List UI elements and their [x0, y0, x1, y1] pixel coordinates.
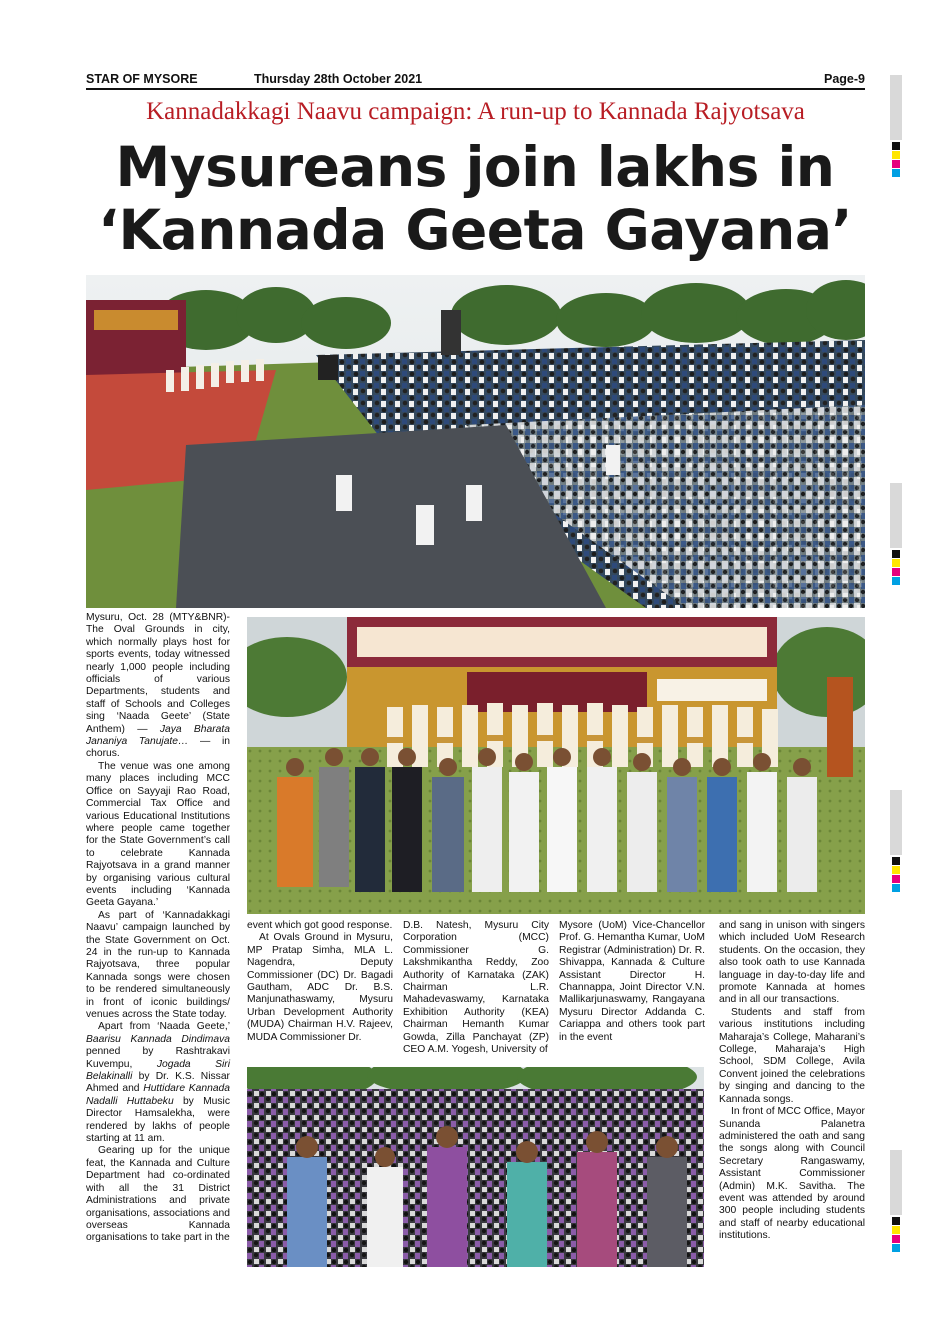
page-number: Page-9: [824, 72, 865, 86]
paragraph-4: Apart from ‘Naada Geete,’ Baarisu Kannada Dindimava penned by Rashtrakavi Kuvempu, Jogada Siri Belakinalli by Dr. K.S. Nissar Ahmed and Huttidare Kannada Nadalli Huttabeku by Music Director Hamsalekha, were rendered by lakhs of people starting at 11 am.: [86, 1021, 230, 1145]
reg-cyan-swatch: [892, 1244, 900, 1252]
paragraph-6: event which got good response.: [247, 920, 393, 931]
headline: [60, 136, 890, 262]
reg-black-swatch: [892, 1217, 900, 1225]
issue-date: Thursday 28th October 2021: [254, 72, 423, 86]
newspaper-name: STAR OF MYSORE: [86, 72, 198, 86]
reg-yellow-swatch: [892, 1226, 900, 1234]
headline-line-2: ‘Kannada Geeta Gayana’: [98, 198, 852, 262]
paragraph-9: Mysore (UoM) Vice-Chancellor Prof. G. Hemantha Kumar, UoM Registrar (Administration) Dr. R. Shivappa, Kannada & Culture Assistant Director H. Channappa, Joint Director V.N. Mallikarjunaswamy, Rangayana Mysuru Director Addanda C. Cariappa and others took part in the event: [559, 920, 705, 1043]
photo-officials-singing: [247, 617, 865, 914]
article-column-3: [403, 920, 549, 1056]
reg-black-swatch: [892, 857, 900, 865]
headline-line-1: Mysureans join lakhs in: [115, 135, 835, 199]
color-registration-marks: [892, 857, 900, 893]
reg-black-swatch: [892, 142, 900, 150]
reg-magenta-swatch: [892, 160, 900, 168]
paragraph-3: As part of ‘Kannadakkagi Naavu’ campaign launched by the State Government on Oct. 24 in the run-up to Kannada Rajyotsava, three popular Kannada songs were chosen to be rendered simultaneously in front of iconic buildings/ venues across the State today.: [86, 909, 230, 1020]
paragraph-2: The venue was one among many places including MCC Office on Sayyaji Rao Road, Commercial Tax Office and various Educational Institutions where people came together for the State Government’s call to celebrate Kannada Rajyotsava in a grand manner by organising various cultural events including ‘Kannada Geeta Gayana.’: [86, 760, 230, 909]
article-column-4: [559, 920, 705, 1044]
article-column-2: [247, 920, 393, 1044]
paragraph-8: D.B. Natesh, Mysuru City Corporation (MCC) Commissioner G. Lakshmikantha Reddy, Zoo Authority of Karnataka (ZAK) Chairman L.R. Mahadevaswamy, Karnataka Exhibition Authority (KEA) Chairman Hemanth Kumar Gowda, Zilla Panchayat (ZP) CEO A.M. Yogesh, University of: [403, 920, 549, 1056]
reg-cyan-swatch: [892, 884, 900, 892]
margin-grey-bar: [890, 75, 902, 140]
page-header: [86, 70, 865, 88]
paragraph-10: and sang in unison with singers which included UoM Research students. On the occasion, they also took oath to use Kannada language in day-to-day life and promote Kannada at homes and in all our transactions.: [719, 920, 865, 1006]
kicker: Kannadakkagi Naavu campaign: A run-up to Kannada Rajyotsava: [146, 98, 805, 125]
article-column-1: [86, 612, 230, 1245]
color-registration-marks: [892, 550, 900, 586]
reg-black-swatch: [892, 550, 900, 558]
paragraph-1: Mysuru, Oct. 28 (MTY&BNR)- The Oval Grounds in city, which normally plays host for sports events, today witnessed nearly 1,000 people including officials of various Departments, students and staff of Schools and Colleges sing ‘Naada Geete’ (State Anthem) — Jaya Bharata Jananiya Tanujate… — in chorus.: [86, 612, 230, 760]
photo-students-dancing: [247, 1067, 704, 1267]
paragraph-12: In front of MCC Office, Mayor Sunanda Palanetra administered the oath and sang the songs along with Council Secretary Rangaswamy, Assistant Commissioner (Admin) M.K. Savitha. The event was attended by around 300 people including students and staff of nearby educational institutions.: [719, 1106, 865, 1242]
color-registration-marks: [892, 142, 900, 178]
margin-grey-bar: [890, 483, 902, 548]
reg-cyan-swatch: [892, 577, 900, 585]
reg-magenta-swatch: [892, 1235, 900, 1243]
color-registration-marks: [892, 1217, 900, 1253]
paragraph-7: At Ovals Ground in Mysuru, MP Pratap Simha, MLA L. Nagendra, Deputy Commissioner (DC) Dr. Bagadi Gautham, ADC Dr. B.S. Manjunathaswamy, Mysuru Urban Development Authority (MUDA) Chairman H.V. Rajeev, MUDA Commissioner Dr.: [247, 932, 393, 1043]
header-rule: [86, 88, 865, 90]
article-column-5: [719, 920, 865, 1243]
paragraph-11: Students and staff from various institutions including Maharaja’s College, Maharani’s College, Maharaja’s High School, SDM College, Avila Convent joined the celebrations by singing and dancing to the Kannada songs.: [719, 1006, 865, 1105]
margin-grey-bar: [890, 790, 902, 855]
margin-grey-bar: [890, 1150, 902, 1215]
reg-yellow-swatch: [892, 866, 900, 874]
reg-magenta-swatch: [892, 875, 900, 883]
reg-magenta-swatch: [892, 568, 900, 576]
reg-cyan-swatch: [892, 169, 900, 177]
paragraph-5: Gearing up for the unique feat, the Kannada and Culture Department had co-ordinated with all the 31 District Administrations and private organisations, associations and overseas Kannada organisations to take part in the: [86, 1145, 230, 1244]
reg-yellow-swatch: [892, 559, 900, 567]
reg-yellow-swatch: [892, 151, 900, 159]
photo-oval-grounds-crowd: [86, 275, 865, 608]
